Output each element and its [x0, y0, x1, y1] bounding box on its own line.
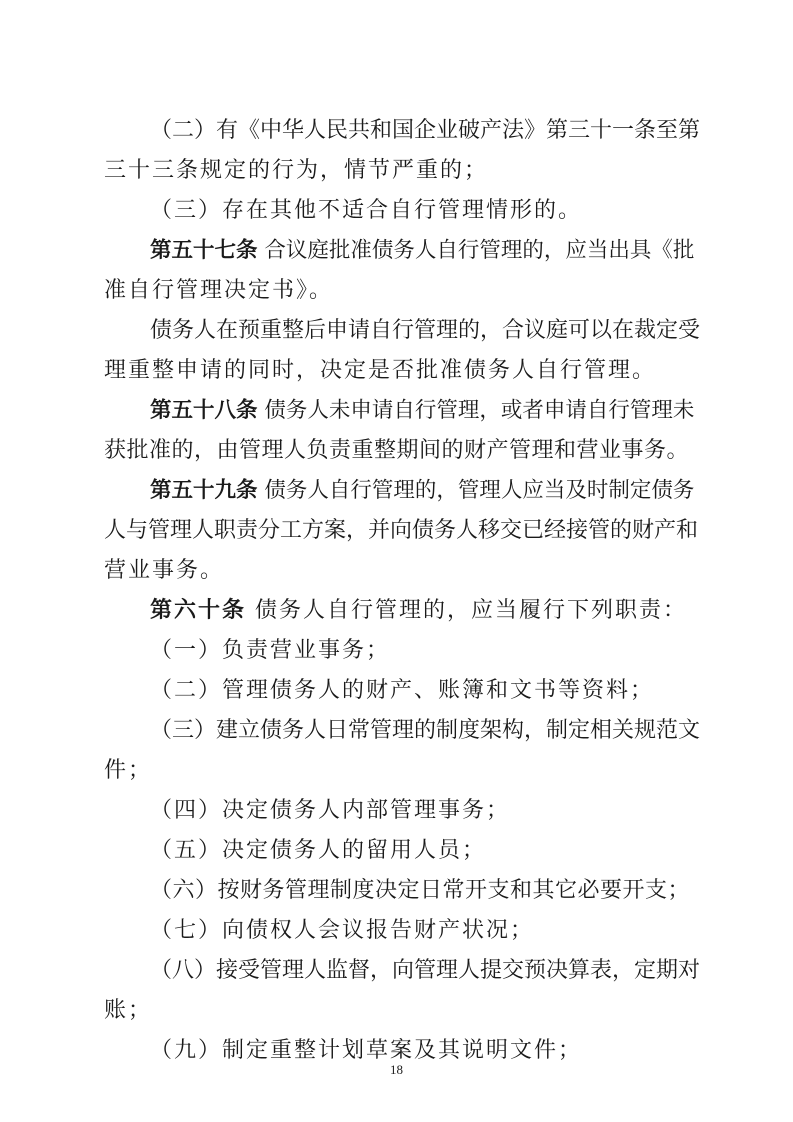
text-line [150, 956, 700, 986]
line-text: （三）存在其他不适合自行管理情形的。 [150, 198, 583, 223]
text-line [150, 876, 690, 906]
line-text: （二）有《中华人民共和国企业破产法》第三十一条至第 [150, 118, 701, 143]
line-text: （九）制定重整计划草案及其说明文件； [150, 1038, 583, 1063]
text-line [104, 756, 152, 786]
line-text: 准自行管理决定书》。 [104, 278, 334, 303]
text-line [104, 356, 656, 386]
line-text: 债务人自行管理的，应当履行下列职责： [246, 598, 688, 623]
line-text: 获批准的，由管理人负责重整期间的财产管理和营业事务。 [104, 438, 690, 463]
text-line [150, 796, 510, 826]
text-line [150, 316, 700, 346]
text-line [150, 836, 486, 866]
text-line [150, 396, 694, 426]
page-number: 18 [390, 1062, 403, 1077]
text-line [104, 516, 698, 546]
line-text: （三）建立债务人日常管理的制度架构，制定相关规范文 [150, 718, 701, 743]
line-text: 三十三条规定的行为，情节严重的； [104, 158, 489, 183]
article-heading: 第五十九条 [150, 478, 258, 503]
text-line [150, 116, 700, 146]
text-line [150, 196, 582, 226]
text-line [150, 476, 694, 506]
line-text: （八）接受管理人监督，向管理人提交预决算表，定期对 [150, 958, 701, 983]
article-heading: 第六十条 [150, 598, 247, 623]
text-line [104, 996, 152, 1026]
line-text: 理重整申请的同时，决定是否批准债务人自行管理。 [104, 358, 657, 383]
line-text: 合议庭批准债务人自行管理的，应当出具《批 [257, 238, 695, 263]
text-line [150, 716, 700, 746]
line-text: 人与管理人职责分工方案，并向债务人移交已经接管的财产和 [104, 518, 699, 543]
article-heading: 第五十七条 [150, 238, 258, 263]
line-text: 债务人未申请自行管理，或者申请自行管理未 [257, 398, 695, 423]
line-text: 债务人自行管理的，管理人应当及时制定债务 [257, 478, 695, 503]
line-text: （四）决定债务人内部管理事务； [150, 798, 511, 823]
text-line [104, 156, 488, 186]
line-text: （六）按财务管理制度决定日常开支和其它必要开支； [150, 878, 691, 903]
text-line [104, 436, 689, 466]
text-line [104, 556, 224, 586]
text-line [150, 916, 534, 946]
article-heading: 第五十八条 [150, 398, 258, 423]
text-line [150, 636, 390, 666]
text-line [150, 236, 694, 266]
line-text: 件； [104, 758, 153, 783]
text-line [150, 596, 687, 626]
line-text: 账； [104, 998, 153, 1023]
line-text: （一）负责营业事务； [150, 638, 391, 663]
line-text: 营业事务。 [104, 558, 225, 583]
line-text: 债务人在预重整后申请自行管理的，合议庭可以在裁定受 [150, 318, 701, 343]
text-line [104, 276, 333, 306]
line-text: （七）向债权人会议报告财产状况； [150, 918, 535, 943]
line-text: （五）决定债务人的留用人员； [150, 838, 487, 863]
line-text: （二）管理债务人的财产、账簿和文书等资料； [150, 678, 655, 703]
text-line [150, 676, 654, 706]
